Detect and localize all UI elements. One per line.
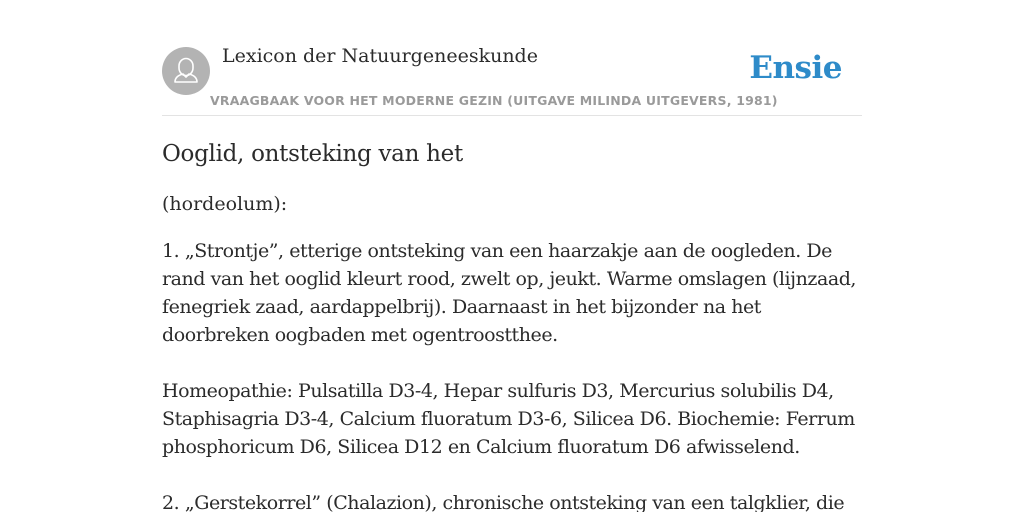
ensie-logo[interactable]: Ensie bbox=[749, 50, 842, 86]
source-title[interactable]: Lexicon der Natuurgeneeskunde bbox=[222, 45, 538, 67]
source-header bbox=[162, 0, 862, 116]
entry-subheading: (hordeolum): bbox=[162, 193, 288, 215]
user-avatar-icon bbox=[162, 47, 210, 95]
entry-title: Ooglid, ontsteking van het bbox=[162, 141, 463, 167]
source-subtitle: VRAAGBAAK VOOR HET MODERNE GEZIN (UITGAVE MILINDA UITGEVERS, 1981) bbox=[210, 93, 778, 108]
entry-content bbox=[162, 139, 862, 512]
entry-body: 1. „Strontje”, etterige ontsteking van een haarzakje aan de oogleden. De rand van het ooglid kleurt rood, zwelt op, jeukt. Warme omslagen (lijnzaad, fenegriek zaad, aardappelbrij). Daarnaast in het bijzonder na het doorbreken oogbaden met ogentroostthee. Homeopathie: Pulsatilla D3-4, Hepar sulfuris D3, Mercurius solubilis D4, Staphisagria D3-4, Calcium fluoratum D3-6, Silicea D6. Biochemie: Ferrum phosphoricum D6, Silicea D12 en Calcium fluoratum D6 afwisselend. 2. „Gerstekorrel” (Chalazion), chronische ontsteking van een talgklier, die bbox=[162, 240, 857, 512]
